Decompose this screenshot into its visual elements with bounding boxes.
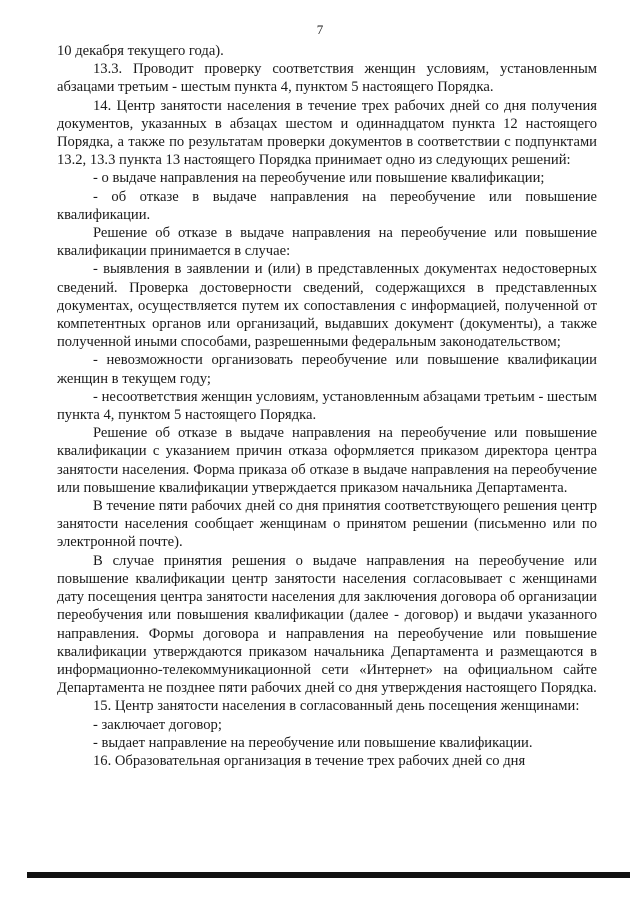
paragraph-14: 14. Центр занятости населения в течение трех рабочих дней со дня получения документов, указанных в абзацах шестом и одиннадцатом пункта 12 настоящего Порядка, а также по результатам проверки документов в соответствии с подпунктами 13.2, 13.3 пункта 13 настоящего Порядка принимает одно из следующих решений: [57, 97, 597, 169]
list-item-issues-referral: - выдает направление на переобучение или повышение квалификации. [93, 734, 533, 751]
paragraph-13-3: 13.3. Проводит проверку соответствия женщин условиям, установленным абзацами третьим - шестым пункта 4, пунктом 5 настоящего Порядка. [57, 61, 597, 96]
list-item-false-information: - выявления в заявлении и (или) в представленных документах недостоверных сведений. Проверка достоверности сведений, содержащихся в представленных документах, осуществляется путем их сопоставления с информацией, полученной от компетентных органов или организаций, выдавших документ (документы), а также полученной иными способами, разрешенными федеральным законодательством; [57, 261, 597, 351]
paragraph-notification: В течение пяти рабочих дней со дня принятия соответствующего решения центр занятости населения сообщает женщинам о принятом решении (письменно или по электронной почте). [57, 498, 597, 551]
paragraph-issue-referral-procedure: В случае принятия решения о выдаче направления на переобучение или повышение квалификации центр занятости населения согласовывает с женщинами дату посещения центра занятости населения для заключения договора об организации переобучения или повышения квалификации (далее - договор) и выдачи указанного направления. Формы договора и направления на переобучение или повышение квалификации утверждаются приказом начальника Департамента и размещаются в информационно-телекоммуникационной сети «Интернет» на официальном сайте Департамента не позднее пяти рабочих дней со дня утверждения настоящего Порядка. [57, 552, 597, 697]
paragraph-refusal-order: Решение об отказе в выдаче направления на переобучение или повышение квалификации с указанием причин отказа оформляется приказом директора центра занятости населения. Форма приказа об отказе в выдаче направления на переобучение или повышение квалификации утверждается приказом начальника Департамента. [57, 425, 597, 496]
document-body [57, 42, 597, 770]
list-item-refuse-referral: - об отказе в выдаче направления на переобучение или повышение квалификации. [57, 188, 597, 223]
list-item-nonconformity: - несоответствия женщин условиям, установленным абзацами третьим - шестым пункта 4, пунктом 5 настоящего Порядка. [57, 388, 597, 424]
scan-bottom-bar [27, 872, 630, 878]
paragraph-15: 15. Центр занятости населения в согласованный день посещения женщинами: [93, 698, 580, 715]
list-item-issue-referral: - о выдаче направления на переобучение или повышение квалификации; [93, 170, 545, 187]
page-number: 7 [316, 22, 324, 37]
paragraph-16: 16. Образовательная организация в течение трех рабочих дней со дня [93, 752, 526, 769]
paragraph-continuation: 10 декабря текущего года). [57, 43, 224, 59]
list-item-concludes-contract: - заключает договор; [93, 716, 222, 733]
list-item-impossible-to-organize: - невозможности организовать переобучение или повышение квалификации женщин в текущем году; [57, 352, 597, 387]
paragraph-refusal-grounds: Решение об отказе в выдаче направления на переобучение или повышение квалификации принимается в случае: [57, 225, 597, 260]
